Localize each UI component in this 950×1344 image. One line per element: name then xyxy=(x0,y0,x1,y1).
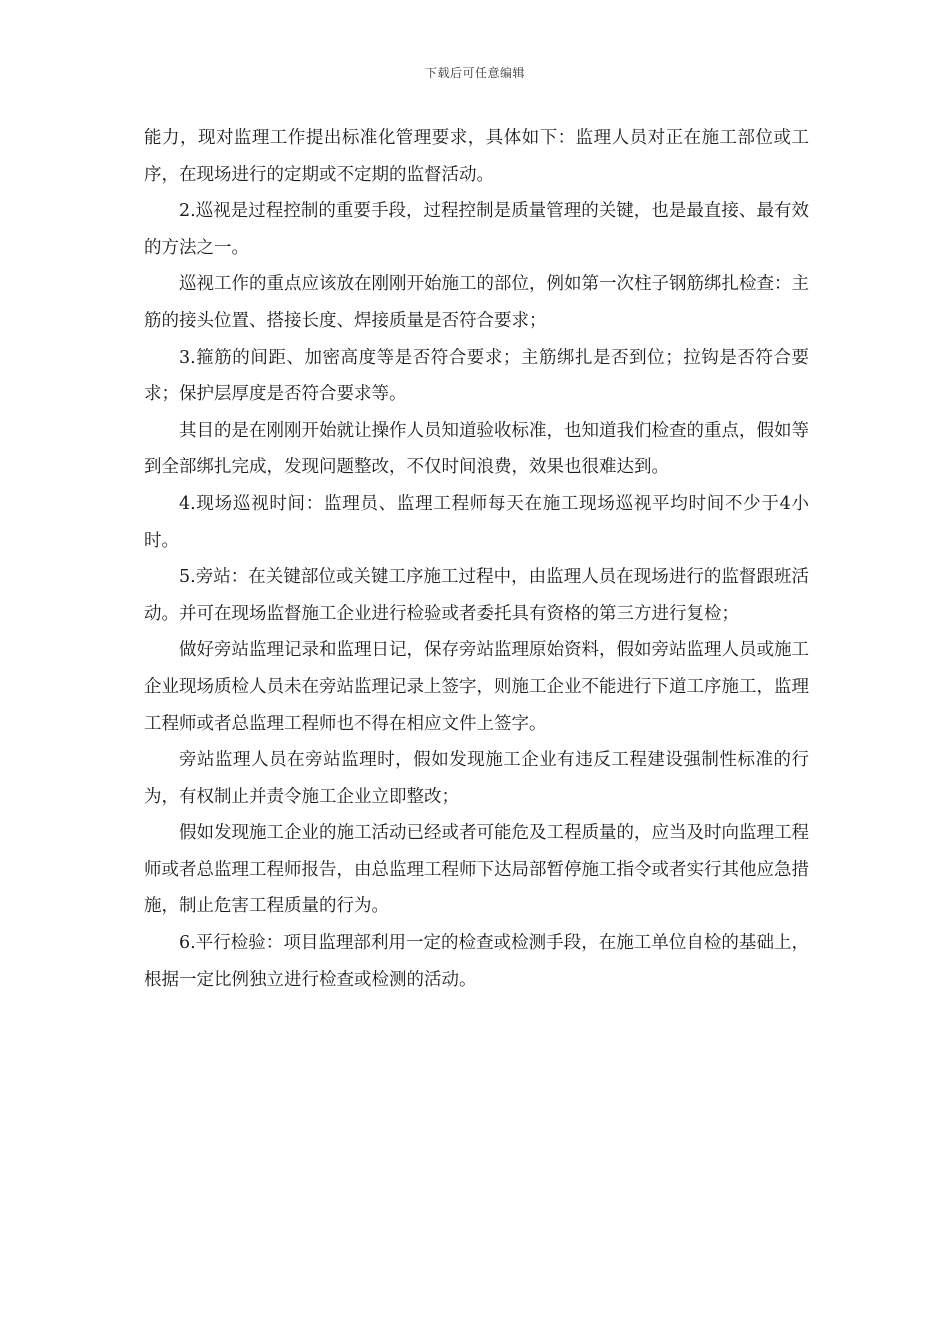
paragraph: 其目的是在刚刚开始就让操作人员知道验收标准，也知道我们检查的重点，假如等到全部绑扎完成，发现问题整改，不仅时间浪费，效果也很难达到。 xyxy=(144,420,809,478)
paragraph: 4.现场巡视时间：监理员、监理工程师每天在施工现场巡视平均时间不少于4小时。 xyxy=(144,493,809,551)
paragraph: 做好旁站监理记录和监理日记，保存旁站监理原始资料，假如旁站监理人员或施工企业现场质检人员未在旁站监理记录上签字，则施工企业不能进行下道工序施工，监理工程师或者总监理工程师也不得在相应文件上签字。 xyxy=(144,640,809,734)
paragraph: 旁站监理人员在旁站监理时，假如发现施工企业有违反工程建设强制性标准的行为，有权制止并责令施工企业立即整改； xyxy=(144,750,809,807)
paragraph: 3.箍筋的间距、加密高度等是否符合要求；主筋绑扎是否到位；拉钩是否符合要求；保护层厚度是否符合要求等。 xyxy=(144,347,809,405)
paragraph: 5.旁站：在关键部位或关键工序施工过程中，由监理人员在现场进行的监督跟班活动。并可在现场监督施工企业进行检验或者委托具有资格的第三方进行复检； xyxy=(144,567,809,624)
paragraph: 能力，现对监理工作提出标准化管理要求，具体如下：监理人员对正在施工部位或工序，在现场进行的定期或不定期的监督活动。 xyxy=(144,128,809,185)
paragraph: 6.平行检验：项目监理部利用一定的检查或检测手段，在施工单位自检的基础上，根据一定比例独立进行检查或检测的活动。 xyxy=(144,933,809,990)
paragraph: 巡视工作的重点应该放在刚刚开始施工的部位，例如第一次柱子钢筋绑扎检查：主筋的接头位置、搭接长度、焊接质量是否符合要求； xyxy=(144,274,809,331)
paragraph: 假如发现施工企业的施工活动已经或者可能危及工程质量的，应当及时向监理工程师或者总监理工程师报告，由总监理工程师下达局部暂停施工指令或者实行其他应急措施，制止危害工程质量的行为。 xyxy=(144,823,809,917)
page-header: 下载后可任意编辑 xyxy=(424,66,525,80)
document-body xyxy=(144,120,809,998)
paragraph: 2.巡视是过程控制的重要手段，过程控制是质量管理的关键，也是最直接、最有效的方法之一。 xyxy=(144,201,809,258)
